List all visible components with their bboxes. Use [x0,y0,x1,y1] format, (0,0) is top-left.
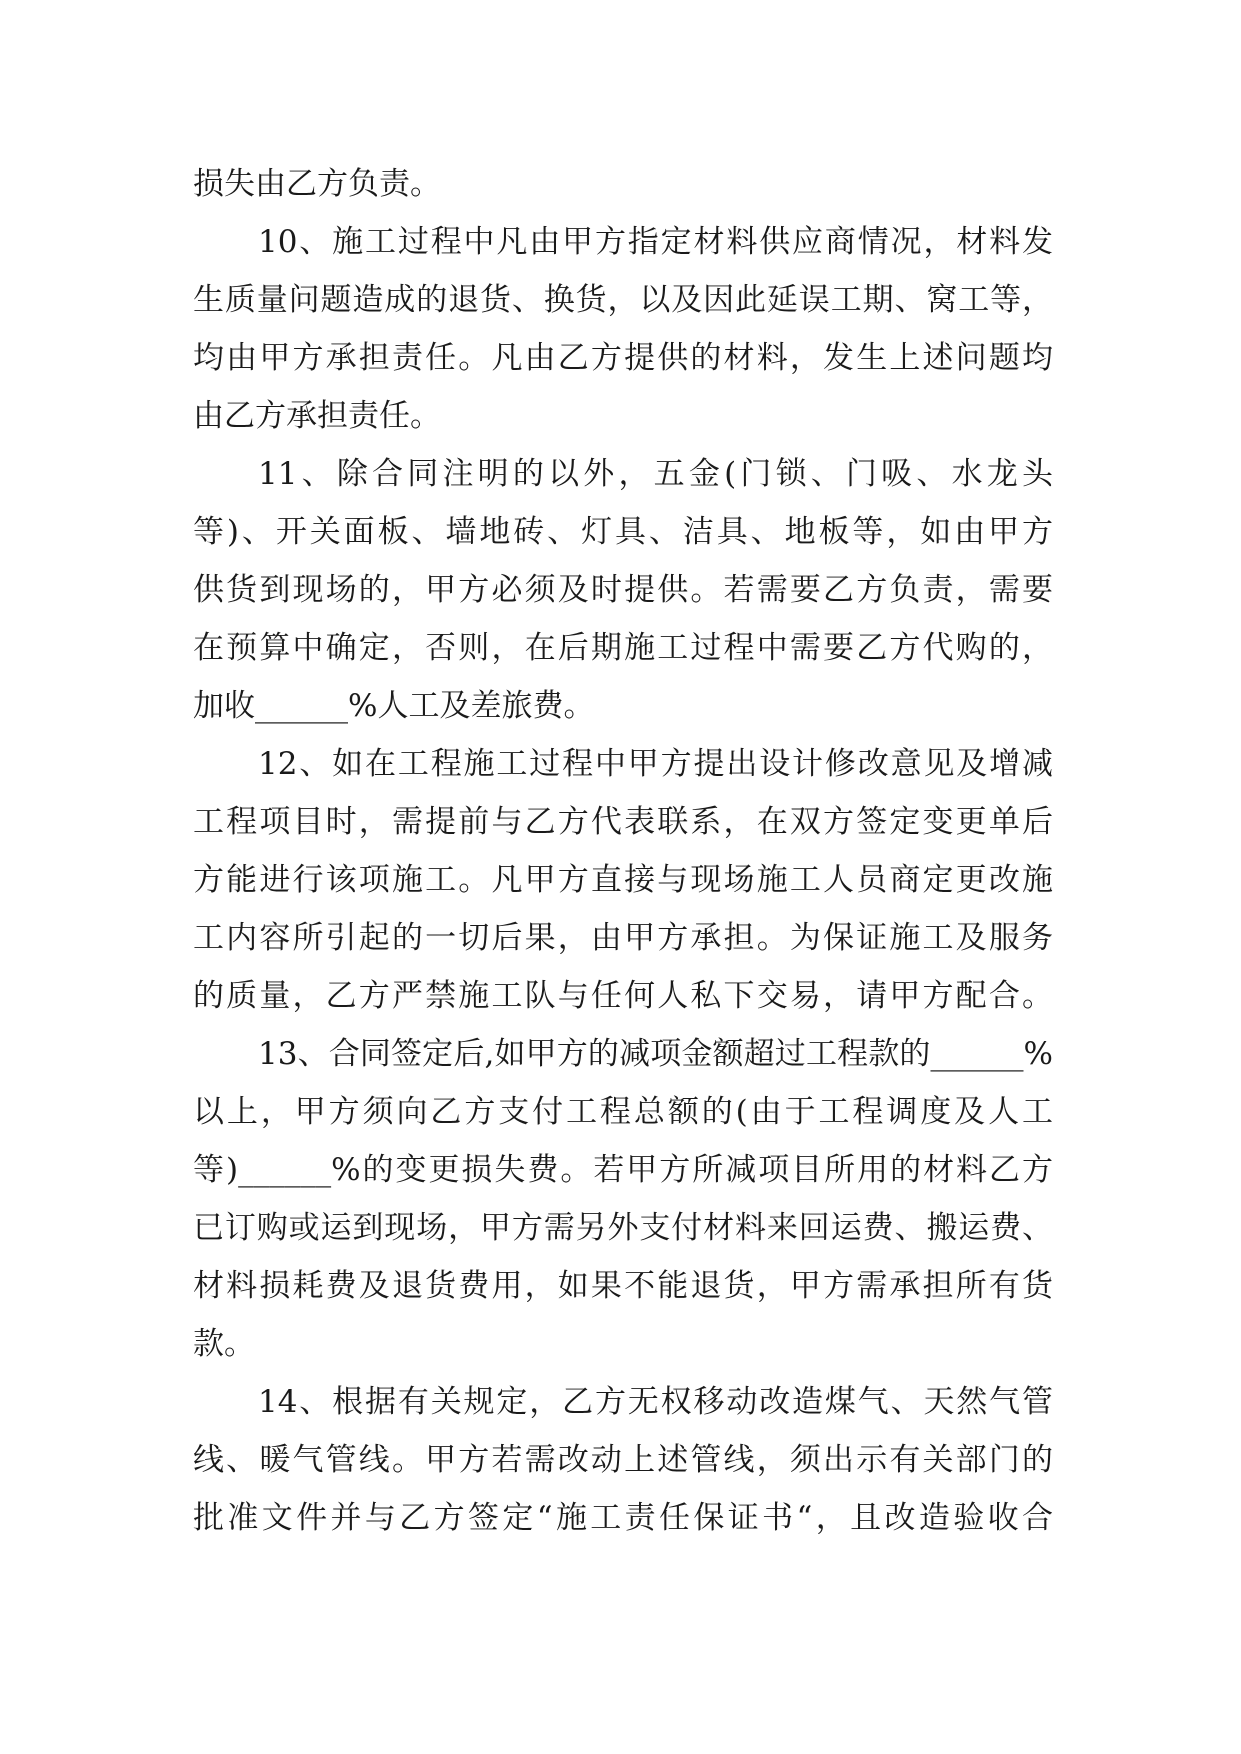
text-line: 的质量，乙方严禁施工队与任何人私下交易，请甲方配合。 [193,978,1053,1014]
text-line: 在预算中确定，否则，在后期施工过程中需要乙方代购的， [193,630,1053,666]
text-line: 批准文件并与乙方签定“施工责任保证书“，且改造验收合 [193,1500,1053,1536]
text-line: 等)______%的变更损失费。若甲方所减项目所用的材料乙方 [193,1152,1053,1188]
text-line: 损失由乙方负责。 [193,166,441,202]
text-line: 等)、开关面板、墙地砖、灯具、洁具、地板等，如由甲方 [193,514,1053,550]
text-line: 12、如在工程施工过程中甲方提出设计修改意见及增减 [258,746,1053,782]
text-line: 11、除合同注明的以外，五金(门锁、门吸、水龙头 [258,456,1053,492]
text-line: 供货到现场的，甲方必须及时提供。若需要乙方负责，需要 [193,572,1053,608]
text-line: 生质量问题造成的退货、换货，以及因此延误工期、窝工等， [193,282,1053,318]
text-line: 方能进行该项施工。凡甲方直接与现场施工人员商定更改施 [193,862,1053,898]
text-line: 14、根据有关规定，乙方无权移动改造煤气、天然气管 [258,1384,1053,1420]
text-line: 工程项目时，需提前与乙方代表联系，在双方签定变更单后 [193,804,1053,840]
text-line: 材料损耗费及退货费用，如果不能退货，甲方需承担所有货 [193,1268,1053,1304]
text-line: 款。 [193,1326,255,1362]
text-line: 已订购或运到现场，甲方需另外支付材料来回运费、搬运费、 [193,1210,1053,1246]
text-line: 线、暖气管线。甲方若需改动上述管线，须出示有关部门的 [193,1442,1053,1478]
text-line: 以上，甲方须向乙方支付工程总额的(由于工程调度及人工 [193,1094,1053,1130]
text-line: 加收______%人工及差旅费。 [193,688,595,724]
text-line: 均由甲方承担责任。凡由乙方提供的材料，发生上述问题均 [193,340,1053,376]
text-line: 由乙方承担责任。 [193,398,441,434]
text-line: 工内容所引起的一切后果，由甲方承担。为保证施工及服务 [193,920,1053,956]
text-line: 13、合同签定后,如甲方的减项金额超过工程款的______% [258,1036,1053,1072]
text-line: 10、施工过程中凡由甲方指定材料供应商情况，材料发 [258,224,1053,260]
